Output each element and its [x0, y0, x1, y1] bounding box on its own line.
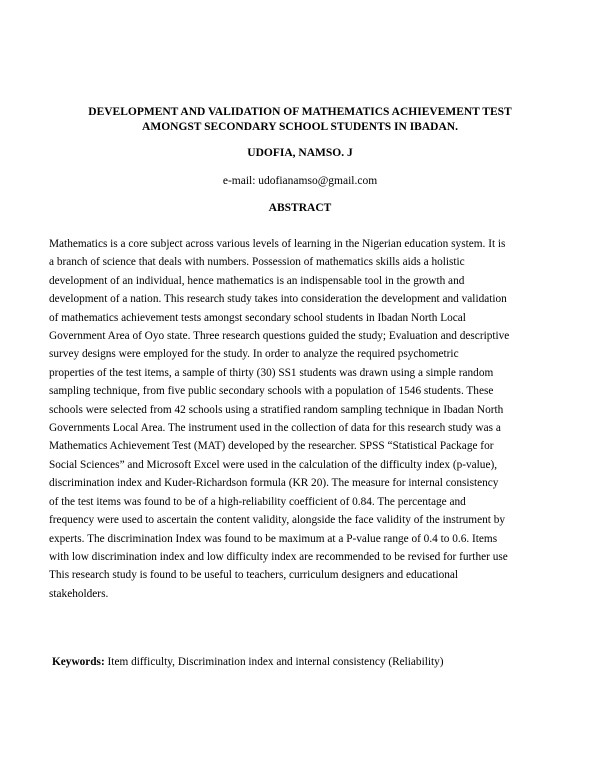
keywords-label: Keywords: [52, 656, 105, 668]
paper-title-line-2: AMONGST SECONDARY SCHOOL STUDENTS IN IBADAN. [142, 121, 458, 133]
abstract-heading: ABSTRACT [268, 202, 332, 214]
abstract-line: frequency were used to ascertain the content validity, alongside the face validity of the instrument by [49, 514, 506, 527]
abstract-line: sampling technique, from five public secondary schools with a population of 1546 students. These [49, 385, 494, 398]
abstract-line: Social Sciences” and Microsoft Excel were used in the calculation of the difficulty index (p-value), [49, 458, 498, 471]
paper-title-line-1: DEVELOPMENT AND VALIDATION OF MATHEMATICS ACHIEVEMENT TEST [88, 106, 512, 118]
abstract-line: of the test items was found to be of a high-reliability coefficient of 0.84. The percentage and [49, 495, 466, 508]
author-name: UDOFIA, NAMSO. J [247, 147, 353, 159]
abstract-line: This research study is found to be useful to teachers, curriculum designers and educational [49, 569, 459, 582]
keywords-text: Item difficulty, Discrimination index and internal consistency (Reliability) [104, 656, 444, 668]
paper-title [40, 105, 560, 135]
abstract-line: survey designs were employed for the study. In order to analyze the required psychometric [49, 348, 459, 361]
abstract-line: development of a nation. This research study takes into consideration the development and validation [49, 293, 507, 306]
abstract-line: Government Area of Oyo state. Three research questions guided the study; Evaluation and descriptive [49, 330, 510, 343]
abstract-line: Mathematics is a core subject across various levels of learning in the Nigerian education system. It is [49, 238, 506, 250]
abstract-line: experts. The discrimination Index was found to be maximum at a P-value range of 0.4 to 0.6. Items [49, 532, 498, 545]
abstract-line: a branch of science that deals with numbers. Possession of mathematics skills aids a holistic [49, 256, 465, 269]
abstract-line: development of an individual, hence mathematics is an indispensable tool in the growth and [49, 274, 465, 287]
abstract-line: Governments Local Area. The instrument used in the collection of data for this research study was a [49, 422, 501, 435]
abstract-line: discrimination index and Kuder-Richardson formula (KR 20). The measure for internal consistency [49, 477, 499, 490]
abstract-line: with low discrimination index and low difficulty index are recommended to be revised for further use [49, 550, 508, 563]
abstract-line: Mathematics Achievement Test (MAT) developed by the researcher. SPSS “Statistical Package for [49, 440, 494, 453]
abstract-body [49, 235, 553, 603]
abstract-line: of mathematics achievement tests amongst secondary school students in Ibadan North Local [49, 311, 466, 324]
abstract-line: properties of the test items, a sample of thirty (30) SS1 students was drawn using a simple random [49, 366, 494, 379]
keywords [52, 655, 444, 670]
abstract-line: stakeholders. [49, 587, 109, 600]
abstract-line: schools were selected from 42 schools using a stratified random sampling technique in Ibadan North [49, 403, 504, 416]
author-email: e-mail: udofianamso@gmail.com [222, 175, 378, 187]
